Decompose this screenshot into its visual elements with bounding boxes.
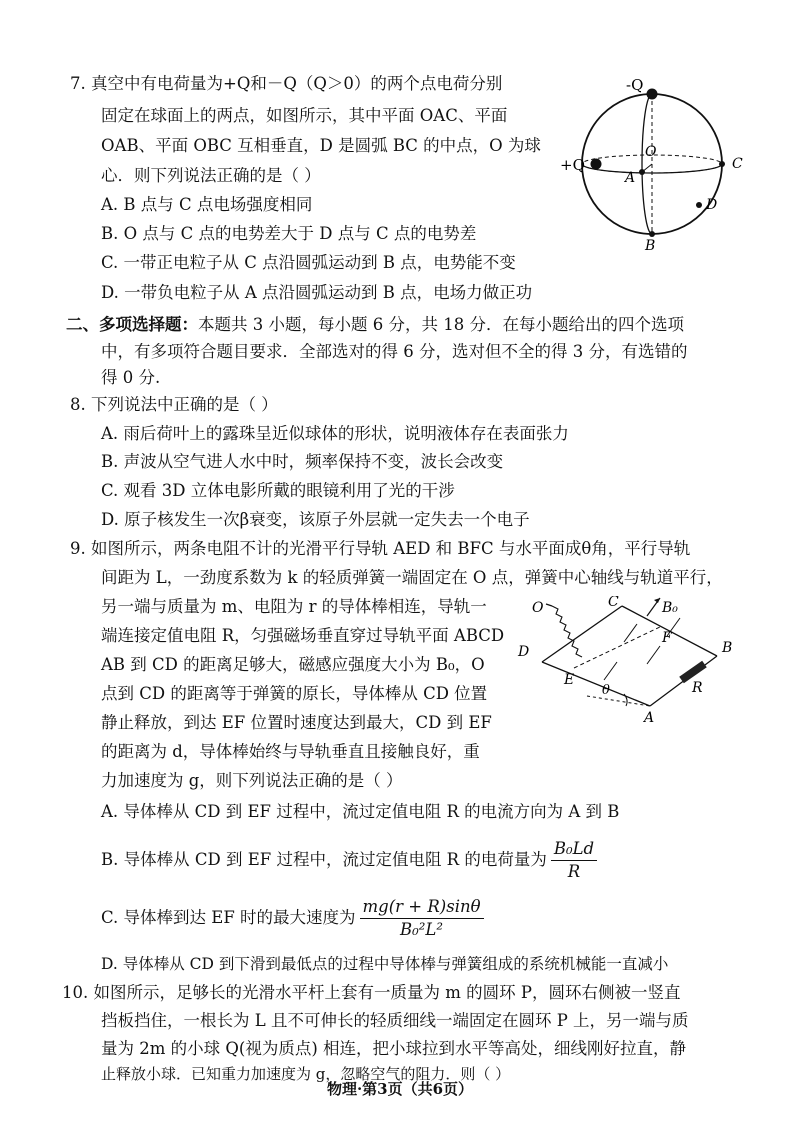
- q9-line-1: 9. 如图所示，两条电阻不计的光滑平行导轨 AED 和 BFC 与水平面成θ角，平行导轨: [70, 539, 691, 558]
- q9-line-8: 的距离为 d，导体棒始终与导轨垂直且接触良好，重: [101, 742, 480, 761]
- q9-option-b-fraction: [551, 838, 597, 883]
- point-d: [696, 202, 702, 208]
- q8-option-c: C. 观看 3D 立体电影所戴的眼镜利用了光的干涉: [101, 481, 455, 500]
- q9-option-b: [101, 836, 597, 884]
- q7-option-b: B. O 点与 C 点的电势差大于 D 点与 C 点的电势差: [101, 224, 477, 243]
- q7-line-4: 心．则下列说法正确的是（ ）: [101, 166, 321, 185]
- horizontal-ref: [587, 696, 650, 706]
- q10-line-1: 10. 如图所示，足够长的光滑水平杆上套有一质量为 m 的圆环 P，圆环右侧被一竖直: [62, 983, 681, 1002]
- q9-rail-figure: [512, 596, 752, 726]
- fig-label-b: B: [722, 640, 733, 656]
- label-d: D: [706, 197, 718, 213]
- q10-line-4: 止释放小球．已知重力加速度为 g，忽略空气的阻力．则（ ）: [101, 1065, 511, 1083]
- b0-arrow-1-head: [654, 598, 660, 603]
- q9-option-a: A. 导体棒从 CD 到 EF 过程中，流过定值电阻 R 的电流方向为 A 到 B: [101, 802, 620, 821]
- q9-option-d: D. 导体棒从 CD 到下滑到最低点的过程中导体棒与弹簧组成的系统机械能一直减小: [101, 955, 669, 973]
- page-footer: 物理·第3页（共6页）: [326, 1080, 474, 1098]
- point-c: [719, 161, 725, 167]
- q8-option-b: B. 声波从空气进人水中时，频率保持不变，波长会改变: [101, 452, 504, 471]
- q9-option-c-numerator: mg(r + R)sinθ: [360, 896, 484, 919]
- q9-option-b-text: B. 导体棒从 CD 到 EF 过程中，流过定值电阻 R 的电荷量为: [101, 850, 547, 869]
- fig-label-theta: θ: [602, 683, 610, 698]
- q10-line-3: 量为 2m 的小球 Q(视为质点) 相连，把小球拉到水平等高处，细线刚好拉直，静: [101, 1039, 687, 1058]
- b0-arrow-2: [624, 624, 637, 642]
- label-neg-q: -Q: [626, 78, 644, 94]
- pos-charge: [591, 159, 602, 170]
- q9-line-6: 点到 CD 的距离等于弹簧的原长，导体棒从 CD 位置: [101, 684, 488, 703]
- q9-option-b-numerator: B₀Ld: [551, 838, 597, 861]
- fig-label-r: R: [692, 680, 703, 696]
- q8-option-a: A. 雨后荷叶上的露珠呈近似球体的形状，说明液体存在表面张力: [101, 424, 569, 443]
- q7-line-3: OAB、平面 OBC 互相垂直，D 是圆弧 BC 的中点，O 为球: [101, 136, 541, 155]
- q7-option-c: C. 一带正电粒子从 C 点沿圆弧运动到 B 点，电势能不变: [101, 253, 516, 272]
- fig-label-d: D: [518, 644, 530, 660]
- b0-arrow-4: [647, 646, 660, 664]
- point-b: [649, 231, 655, 237]
- rail-aed: [542, 662, 650, 706]
- q7-line-1: 7. 真空中有电荷量为+Q和－Q（Q＞0）的两个点电荷分别: [70, 74, 503, 93]
- section-2-heading: 二、多项选择题：: [66, 315, 198, 334]
- q9-line-7: 静止释放，到达 EF 位置时速度达到最大，CD 到 EF: [101, 713, 492, 732]
- fig-label-o: O: [532, 600, 544, 616]
- label-c: C: [732, 156, 743, 172]
- q9-option-c-fraction: [360, 896, 484, 941]
- q9-option-b-denominator: R: [567, 861, 581, 881]
- q10-line-2: 挡板挡住，一根长为 L 且不可伸长的轻质细线一端固定在圆环 P 上，另一端与质: [101, 1011, 689, 1030]
- neg-charge: [647, 89, 658, 100]
- q9-option-c-denominator: B₀²L²: [400, 919, 443, 939]
- section-2-line-2: 中，有多项符合题目要求．全部选对的得 6 分，选对但不全的得 3 分，有选错的: [101, 342, 688, 361]
- b0-arrow-5: [604, 662, 617, 680]
- fig-label-c: C: [608, 596, 619, 610]
- spring-anchor: [546, 604, 552, 606]
- q8-option-d: D. 原子核发生一次β衰变，该原子外层就一定失去一个电子: [101, 510, 530, 529]
- q9-line-9: 力加速度为 g，则下列说法正确的是（ ）: [101, 771, 403, 790]
- q9-line-4: 端连接定值电阻 R，匀强磁场垂直穿过导轨平面 ABCD: [101, 626, 505, 645]
- fig-label-b0: B₀: [662, 600, 678, 616]
- section-2-line-1-rest: 本题共 3 小题，每小题 6 分，共 18 分．在每小题给出的四个选项: [198, 315, 684, 334]
- q7-sphere-figure: [560, 78, 760, 253]
- section-2-line-1: [66, 313, 684, 337]
- q8-stem: 8. 下列说法中正确的是（ ）: [70, 395, 278, 414]
- q7-option-d: D. 一带负电粒子从 A 点沿圆弧运动到 B 点，电场力做正功: [101, 283, 533, 302]
- q9-option-c-text: C. 导体棒到达 EF 时的最大速度为: [101, 908, 356, 927]
- label-a: A: [625, 170, 636, 186]
- fig-label-e: E: [564, 672, 575, 688]
- label-o: O: [645, 144, 657, 160]
- meridian: [642, 94, 652, 234]
- rail-cd: [542, 606, 622, 662]
- q7-option-a: A. B 点与 C 点电场强度相同: [101, 195, 313, 214]
- q9-option-c: [101, 894, 484, 942]
- q9-line-5: AB 到 CD 的距离足够大，磁感应强度大小为 B₀，O: [101, 655, 485, 674]
- q9-line-2: 间距为 L，一劲度系数为 k 的轻质弹簧一端固定在 O 点，弹簧中心轴线与轨道平行，: [101, 568, 723, 587]
- point-a: [639, 169, 645, 175]
- label-pos-q: +Q: [560, 156, 585, 174]
- spring: [552, 606, 582, 657]
- q7-line-2: 固定在球面上的两点，如图所示，其中平面 OAC、平面: [101, 106, 508, 125]
- q9-line-3: 另一端与质量为 m、电阻为 r 的导体棒相连，导轨一: [101, 597, 487, 616]
- fig-label-f: F: [662, 630, 672, 646]
- label-b: B: [645, 238, 656, 253]
- fig-label-a: A: [644, 710, 655, 726]
- section-2-line-3: 得 0 分.: [101, 368, 161, 387]
